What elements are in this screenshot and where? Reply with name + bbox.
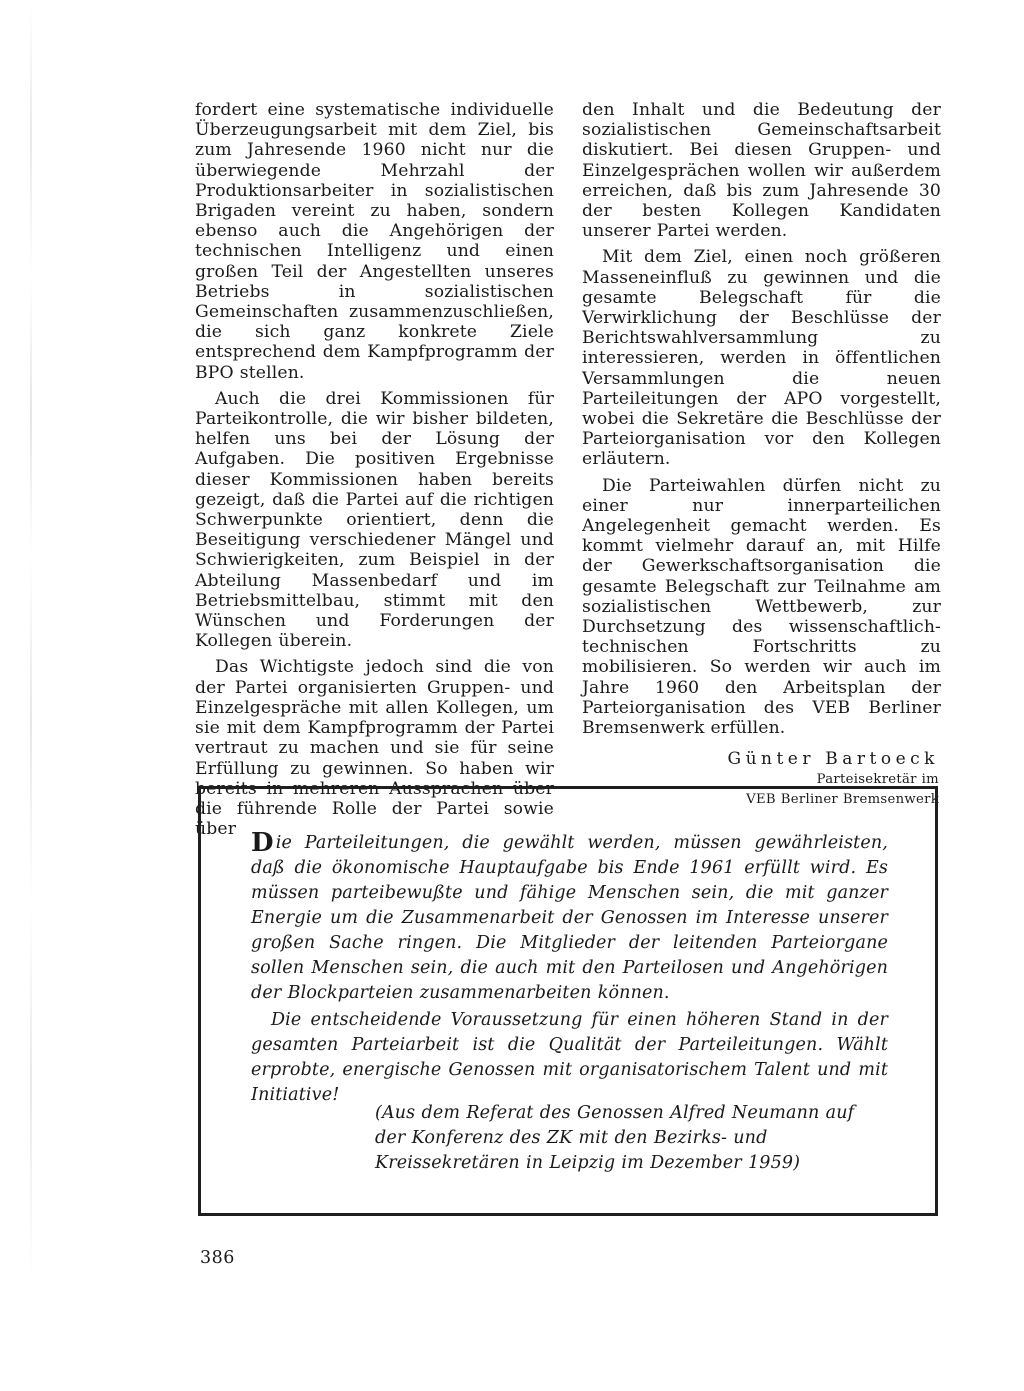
left-paragraph-2: Auch die drei Kommissionen für Parteikontrolle, die wir bisher bildeten, helfen uns bei der Lösung der Aufgaben. Die positiven Ergebnisse dieser Kommissionen haben bereits gezeigt, daß die Partei auf die richtigen Schwerpunkte orientiert, denn die Beseitigung verschiedener Mängel und Schwierigkeiten, zum Beispiel in der Abteilung Massenbedarf und im Betriebsmittelbau, stimmt mit den Wünschen und Forderungen der Kollegen überein.	[195, 388, 554, 652]
right-text-column	[582, 100, 941, 810]
left-paragraph-3: Das Wichtigste jedoch sind die von der Partei organisierten Gruppen- und Einzelgespräche mit allen Kollegen, um sie mit dem Kampfprogramm der Partei vertraut zu machen und sie für seine Erfüllung zu gewinnen. So haben wir bereits in mehreren Aussprachen über die führende Rolle der Partei sowie über	[195, 657, 554, 840]
quote-source: (Aus dem Referat des Genossen Alfred Neumann auf der Konferenz des ZK mit den Bezirks- und Kreissekretären in Leipzig im Dezember 1959)	[375, 1103, 855, 1173]
quote-paragraph-1	[251, 828, 888, 1006]
left-text-column	[195, 100, 554, 845]
scan-edge-shadow	[30, 0, 32, 1391]
author-role-line-2: VEB Berliner Bremsenwerk	[746, 792, 939, 808]
quote-paragraph-2: Die entscheidende Voraussetzung für einen höheren Stand in der gesamten Parteiarbeit ist die Qualität der Parteileitungen. Wählt erprobte, energische Genossen mit organisatorischem Talent und mit Initiative!	[251, 1010, 888, 1105]
quote-text	[251, 828, 888, 1110]
author-role-line-1: Parteisekretär im	[816, 772, 939, 788]
author-name: Günter Bartoeck	[727, 749, 939, 770]
right-paragraph-2: Mit dem Ziel, einen noch größeren Masseneinfluß zu gewinnen und die gesamte Belegschaft für die Verwirklichung der Beschlüsse der Berichtswahlversammlung zu interessieren, werden in öffentlichen Versammlungen die neuen Parteileitungen der APO vorgestellt, wobei die Sekretäre die Beschlüsse der Parteiorganisation vor den Kollegen erläutern.	[582, 247, 941, 470]
right-paragraph-3: Die Parteiwahlen dürfen nicht zu einer nur innerparteilichen Angelegenheit gemacht werden. Es kommt vielmehr darauf an, mit Hilfe der Gewerkschaftsorganisation die gesamte Belegschaft zur Teilnahme am sozialistischen Wettbewerb, zur Durchsetzung des wissenschaftlich-technischen Fortschritts zu mobilisieren. So werden wir auch im Jahre 1960 den Arbeitsplan der Parteiorganisation des VEB Berliner Bremsenwerk erfüllen.	[582, 475, 941, 739]
left-paragraph-1: fordert eine systematische individuelle Überzeugungsarbeit mit dem Ziel, bis zum Jahresende 1960 nicht nur die überwiegende Mehrzahl der Produktionsarbeiter in sozialistischen Brigaden vereint zu haben, sondern ebenso auch die Angehörigen der technischen Intelligenz und einen großen Teil der Angestellten unseres Betriebs in sozialistischen Gemeinschaften zusammenzuschließen, die sich ganz konkrete Ziele entsprechend dem Kampfprogramm der BPO stellen.	[195, 100, 554, 383]
page-number: 386	[200, 1248, 235, 1268]
quote-paragraph-1-text: ie Parteileitungen, die gewählt werden, müssen gewährleisten, daß die ökonomische Hauptaufgabe bis Ende 1961 erfüllt wird. Es müssen parteibewußte und fähige Menschen sein, die mit ganzer Energie um die Zusammenarbeit der Genossen im Interesse unserer großen Sache ringen. Die Mitglieder der leitenden Parteiorgane sollen Menschen sein, die auch mit den Parteilosen und Angehörigen der Blockparteien zusammenarbeiten können.	[251, 833, 888, 1003]
quote-dropcap: D	[251, 828, 274, 858]
quote-box	[198, 786, 938, 1216]
right-paragraph-1: den Inhalt und die Bedeutung der sozialistischen Gemeinschaftsarbeit diskutiert. Bei diesen Gruppen- und Einzelgesprächen wollen wir außerdem erreichen, daß bis zum Jahresende 30 der besten Kollegen Kandidaten unserer Partei werden.	[582, 100, 941, 242]
